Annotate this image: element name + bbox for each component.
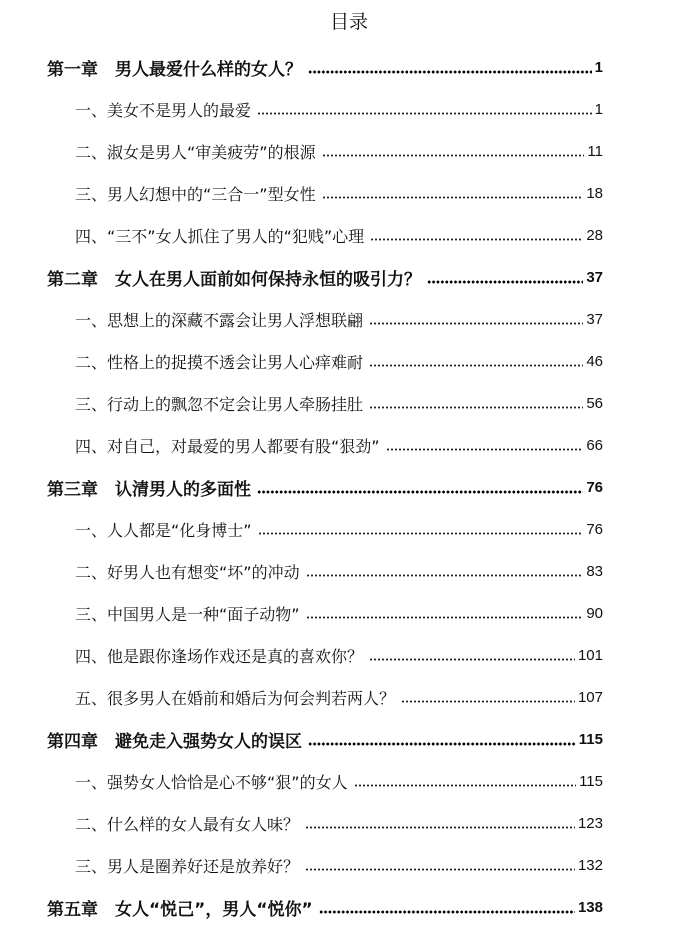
toc-entry-label: 一、人人都是“化身博士” xyxy=(75,520,252,540)
toc-entry-label: 三、男人幻想中的“三合一”型女性 xyxy=(75,184,316,204)
toc-dot-leader xyxy=(427,280,583,284)
toc-page-number: 115 xyxy=(579,772,603,790)
toc-dot-leader xyxy=(369,322,583,325)
toc-dot-leader xyxy=(386,448,584,451)
toc-section-entry xyxy=(0,220,698,250)
toc-section-entry xyxy=(0,430,698,460)
toc-page-number: 37 xyxy=(586,268,603,286)
toc-entry-label: 第三章 认清男人的多面性 xyxy=(47,479,251,500)
toc-page-number: 46 xyxy=(586,352,603,370)
toc-page-number: 28 xyxy=(586,226,603,244)
toc-entry-label: 二、性格上的捉摸不透会让男人心痒难耐 xyxy=(75,352,364,372)
toc-dot-leader xyxy=(257,112,592,115)
toc-entry-label: 三、男人是圈养好还是放养好？ xyxy=(75,856,300,876)
toc-dot-leader xyxy=(401,700,575,703)
toc-entry-label: 四、对自己，对最爱的男人都要有股“狠劲” xyxy=(75,436,380,456)
toc-dot-leader xyxy=(370,238,583,241)
toc-page-number: 18 xyxy=(586,184,603,202)
toc-dot-leader xyxy=(354,784,576,787)
toc-dot-leader xyxy=(305,868,575,871)
toc-chapter-entry xyxy=(0,724,698,754)
toc-section-entry xyxy=(0,640,698,670)
toc-page-number: 83 xyxy=(586,562,603,580)
toc-section-entry xyxy=(0,514,698,544)
toc-entry-label: 第二章 女人在男人面前如何保持永恒的吸引力？ xyxy=(47,269,421,290)
toc-entry-label: 第五章 女人“悦己”，男人“悦你” xyxy=(47,899,313,920)
toc-dot-leader xyxy=(257,490,583,494)
toc-chapter-entry xyxy=(0,472,698,502)
toc-dot-leader xyxy=(369,658,575,661)
toc-chapter-entry xyxy=(0,262,698,292)
toc-section-entry xyxy=(0,556,698,586)
toc-dot-leader xyxy=(369,364,583,367)
toc-entry-label: 四、“三不”女人抓住了男人的“犯贱”心理 xyxy=(75,226,365,246)
toc-entry-label: 三、中国男人是一种“面子动物” xyxy=(75,604,300,624)
toc-section-entry xyxy=(0,136,698,166)
toc-entry-label: 一、思想上的深藏不露会让男人浮想联翩 xyxy=(75,310,364,330)
toc-page-number: 1 xyxy=(594,100,603,118)
toc-section-entry xyxy=(0,682,698,712)
toc-page-number: 56 xyxy=(586,394,603,412)
toc-dot-leader xyxy=(306,616,584,619)
toc-section-entry xyxy=(0,850,698,880)
toc-chapter-entry xyxy=(0,52,698,82)
toc-page-number: 107 xyxy=(577,688,603,706)
toc-entry-label: 四、他是跟你逢场作戏还是真的喜欢你？ xyxy=(75,646,364,666)
toc-section-entry xyxy=(0,808,698,838)
toc-dot-leader xyxy=(319,910,575,914)
toc-page-number: 132 xyxy=(577,856,603,874)
toc-dot-leader xyxy=(322,154,585,157)
toc-entry-label: 三、行动上的飘忽不定会让男人牵肠挂肚 xyxy=(75,394,364,414)
toc-entry-label: 二、什么样的女人最有女人味？ xyxy=(75,814,300,834)
toc-entry-label: 五、很多男人在婚前和婚后为何会判若两人？ xyxy=(75,688,396,708)
toc-dot-leader xyxy=(306,574,584,577)
toc-dot-leader xyxy=(322,196,584,199)
toc-page-number: 11 xyxy=(587,142,603,160)
toc-dot-leader xyxy=(308,70,592,74)
toc-entry-label: 一、美女不是男人的最爱 xyxy=(75,100,252,120)
toc-chapter-entry xyxy=(0,892,698,922)
toc-entry-label: 一、强势女人恰恰是心不够“狠”的女人 xyxy=(75,772,348,792)
toc-dot-leader xyxy=(258,532,584,535)
toc-entry-label: 二、淑女是男人“审美疲劳”的根源 xyxy=(75,142,316,162)
toc-section-entry xyxy=(0,598,698,628)
toc-section-entry xyxy=(0,388,698,418)
toc-page-number: 101 xyxy=(577,646,603,664)
toc-section-entry xyxy=(0,94,698,124)
toc-page-number: 66 xyxy=(586,436,603,454)
toc-entry-label: 二、好男人也有想变“坏”的冲动 xyxy=(75,562,300,582)
toc-page-number: 138 xyxy=(577,898,603,916)
toc-section-entry xyxy=(0,304,698,334)
toc-page-number: 76 xyxy=(586,478,603,496)
toc-dot-leader xyxy=(369,406,583,409)
toc-title: 目录 xyxy=(329,11,368,33)
toc-entry-label: 第一章 男人最爱什么样的女人？ xyxy=(47,59,302,80)
toc-entry-label: 第四章 避免走入强势女人的误区 xyxy=(47,731,302,752)
toc-page-number: 123 xyxy=(577,814,603,832)
toc-dot-leader xyxy=(308,742,576,746)
toc-page-number: 37 xyxy=(586,310,603,328)
toc-section-entry xyxy=(0,346,698,376)
toc-page-number: 90 xyxy=(586,604,603,622)
toc-page-number: 76 xyxy=(586,520,603,538)
toc-page-number: 115 xyxy=(578,730,603,748)
toc-page-number: 1 xyxy=(594,58,603,76)
toc-section-entry xyxy=(0,178,698,208)
toc-dot-leader xyxy=(305,826,575,829)
toc-section-entry xyxy=(0,766,698,796)
